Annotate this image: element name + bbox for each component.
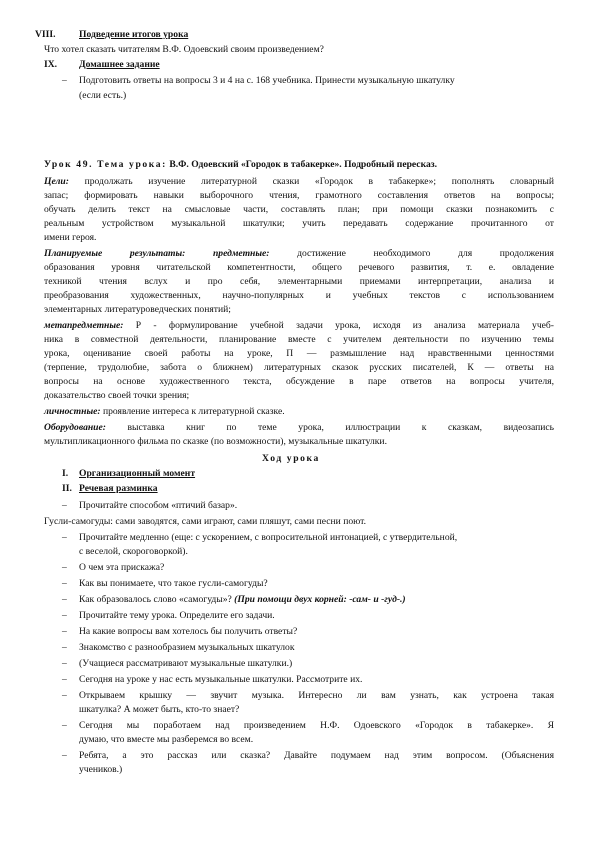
bullet-dash: – (62, 500, 67, 511)
warmup-item: Открываем крышку — звучит музыка. Интересно ли вам узнать, как устроена такая (79, 690, 554, 701)
goals-paragraph (44, 176, 554, 188)
equipment-text: мультипликационного фильма по сказке (по возможности), музыкальные шкатулки. (44, 436, 387, 447)
course-heading: Ход урока (262, 453, 320, 464)
warmup-item: Прочитайте способом «птичий базар». (79, 500, 238, 511)
personal-paragraph (44, 406, 285, 418)
meta-text: ника в совместной деятельности, планирование вместе с учителем деятельности по изучению темы (44, 334, 554, 345)
meta-paragraph (44, 320, 554, 332)
section-title-org: Организационный момент (79, 468, 196, 479)
bullet-dash: – (62, 674, 67, 685)
bullet-dash: – (62, 578, 67, 589)
planned-text: достижение необходимого для продолжения (297, 248, 554, 259)
equipment-text: выставка книг по теме урока, иллюстрации к сказкам, видеозапись (127, 422, 554, 433)
equipment-paragraph (44, 422, 554, 434)
planned-paragraph (44, 248, 554, 260)
section-num-8: VIII. (35, 29, 56, 40)
goals-text: реальным устройством музыкальной шкатулки; учить передавать содержание прочитанного от (44, 218, 554, 229)
bullet-dash: – (62, 562, 67, 573)
planned-text: преобразования художественных, научно-популярных и учебных текстов с использованием (44, 290, 554, 301)
warmup-item: На какие вопросы вам хотелось бы получить ответы? (79, 626, 298, 637)
personal-label: личностные: (44, 406, 101, 417)
planned-text: элементарных литературоведческих понятий; (44, 304, 231, 315)
goals-text: обучать делить текст на смысловые части, составлять план; при помощи сказки познакомить с (44, 204, 554, 215)
section-num-9: IX. (44, 59, 58, 70)
personal-text: проявление интереса к литературной сказке. (102, 406, 285, 417)
homework-text: Подготовить ответы на вопросы 3 и 4 на с. 168 учебника. Принести музыкальную шкатулку (79, 75, 455, 86)
bullet-dash: – (62, 642, 67, 653)
goals-text: продолжать изучение литературной сказки «Городок в табакерке»; пополнять словарный (84, 176, 555, 187)
warmup-item: шкатулка? А может быть, кто-то знает? (79, 704, 240, 715)
bullet-dash: – (62, 610, 67, 621)
meta-label: метапредметные: (44, 320, 124, 331)
warmup-item (79, 594, 406, 606)
section-num-2: II. (62, 483, 72, 494)
meta-text: вопросы на основе художественного текста, обсуждение в паре ответов на вопросы учителя, (44, 376, 554, 387)
meta-text: доказательство своей точки зрения; (44, 390, 190, 401)
bullet-dash: – (62, 690, 67, 701)
warmup-item: Как вы понимаете, что такое гусли-самогуды? (79, 578, 268, 589)
homework-text: (если есть.) (79, 90, 127, 101)
bullet-dash: – (62, 626, 67, 637)
warmup-item: учеников.) (79, 764, 123, 775)
section-title-homework: Домашнее задание (79, 59, 160, 70)
bullet-dash: – (62, 75, 67, 86)
bullet-dash: – (62, 750, 67, 761)
bullet-dash: – (62, 720, 67, 731)
word-answer: (При помощи двух корней: -сам- и -гуд-.) (234, 594, 406, 605)
warmup-item: (Учащиеся рассматривают музыкальные шкатулки.) (79, 658, 293, 669)
section-title-summary: Подведение итогов урока (79, 29, 189, 40)
summary-question: Что хотел сказать читателям В.Ф. Одоевский своим произведением? (44, 44, 324, 55)
warmup-item: Прочитайте медленно (еще: с ускорением, с вопросительной интонацией, с утвердительной, (79, 532, 458, 543)
lesson-topic: В.Ф. Одоевский «Городок в табакерке». Подробный пересказ. (169, 159, 437, 170)
warmup-item: с веселой, скороговоркой). (79, 546, 188, 557)
warmup-item: Сегодня мы поработаем над произведением Н.Ф. Одоевского «Городок в табакерке». Я (79, 720, 554, 731)
meta-text: (терпение, трудолюбие, забота о ближнем) литературных сказок русских писателей, К — ответы на (44, 362, 554, 373)
bullet-dash: – (62, 532, 67, 543)
subject-label: предметные: (212, 248, 270, 259)
warmup-item: Знакомство с разнообразием музыкальных шкатулок (79, 642, 295, 653)
bullet-dash: – (62, 594, 67, 605)
section-title-warmup: Речевая разминка (79, 483, 158, 494)
bullet-dash: – (62, 658, 67, 669)
warmup-item: думаю, что вместе мы разберемся во всем. (79, 734, 254, 745)
meta-text: Р - формулирование учебной задачи урока, исходя из анализа материала учеб- (135, 320, 554, 331)
meta-text: урока, оценивание своей работы на уроке, П — размышление над нравственными ценностями (44, 348, 554, 359)
lesson-label: Урок 49. Тема урока: (44, 159, 167, 170)
warmup-item: Прочитайте тему урока. Определите его задачи. (79, 610, 275, 621)
equipment-label: Оборудование: (44, 422, 106, 433)
goals-label: Цели: (44, 176, 69, 187)
goals-text: запас; формировать навыки выборочного чтения, грамотного составления ответов на вопросы; (44, 190, 554, 201)
planned-label: Планируемые результаты: (44, 248, 186, 259)
warmup-item: Ребята, а это рассказ или сказка? Давайте подумаем над этим вопросом. (Объяснения (79, 750, 554, 761)
goals-text: имени героя. (44, 232, 97, 243)
word-question: Как образовалось слово «самогуды»? (79, 594, 232, 605)
warmup-item: О чем эта прискажа? (79, 562, 165, 573)
planned-text: образования уровня читательской компетентности, общего речевого развития, т. е. овладение (44, 262, 554, 273)
warmup-item: Сегодня на уроке у нас есть музыкальные шкатулки. Рассмотрите их. (79, 674, 363, 685)
planned-text: техникой чтения вслух и про себя, элементарными приемами интерпретации, анализа и (44, 276, 554, 287)
warmup-text: Гусли-самогуды: сами заводятся, сами играют, сами пляшут, сами песни поют. (44, 516, 367, 527)
section-num-1: I. (62, 468, 69, 479)
lesson-heading (44, 159, 437, 171)
